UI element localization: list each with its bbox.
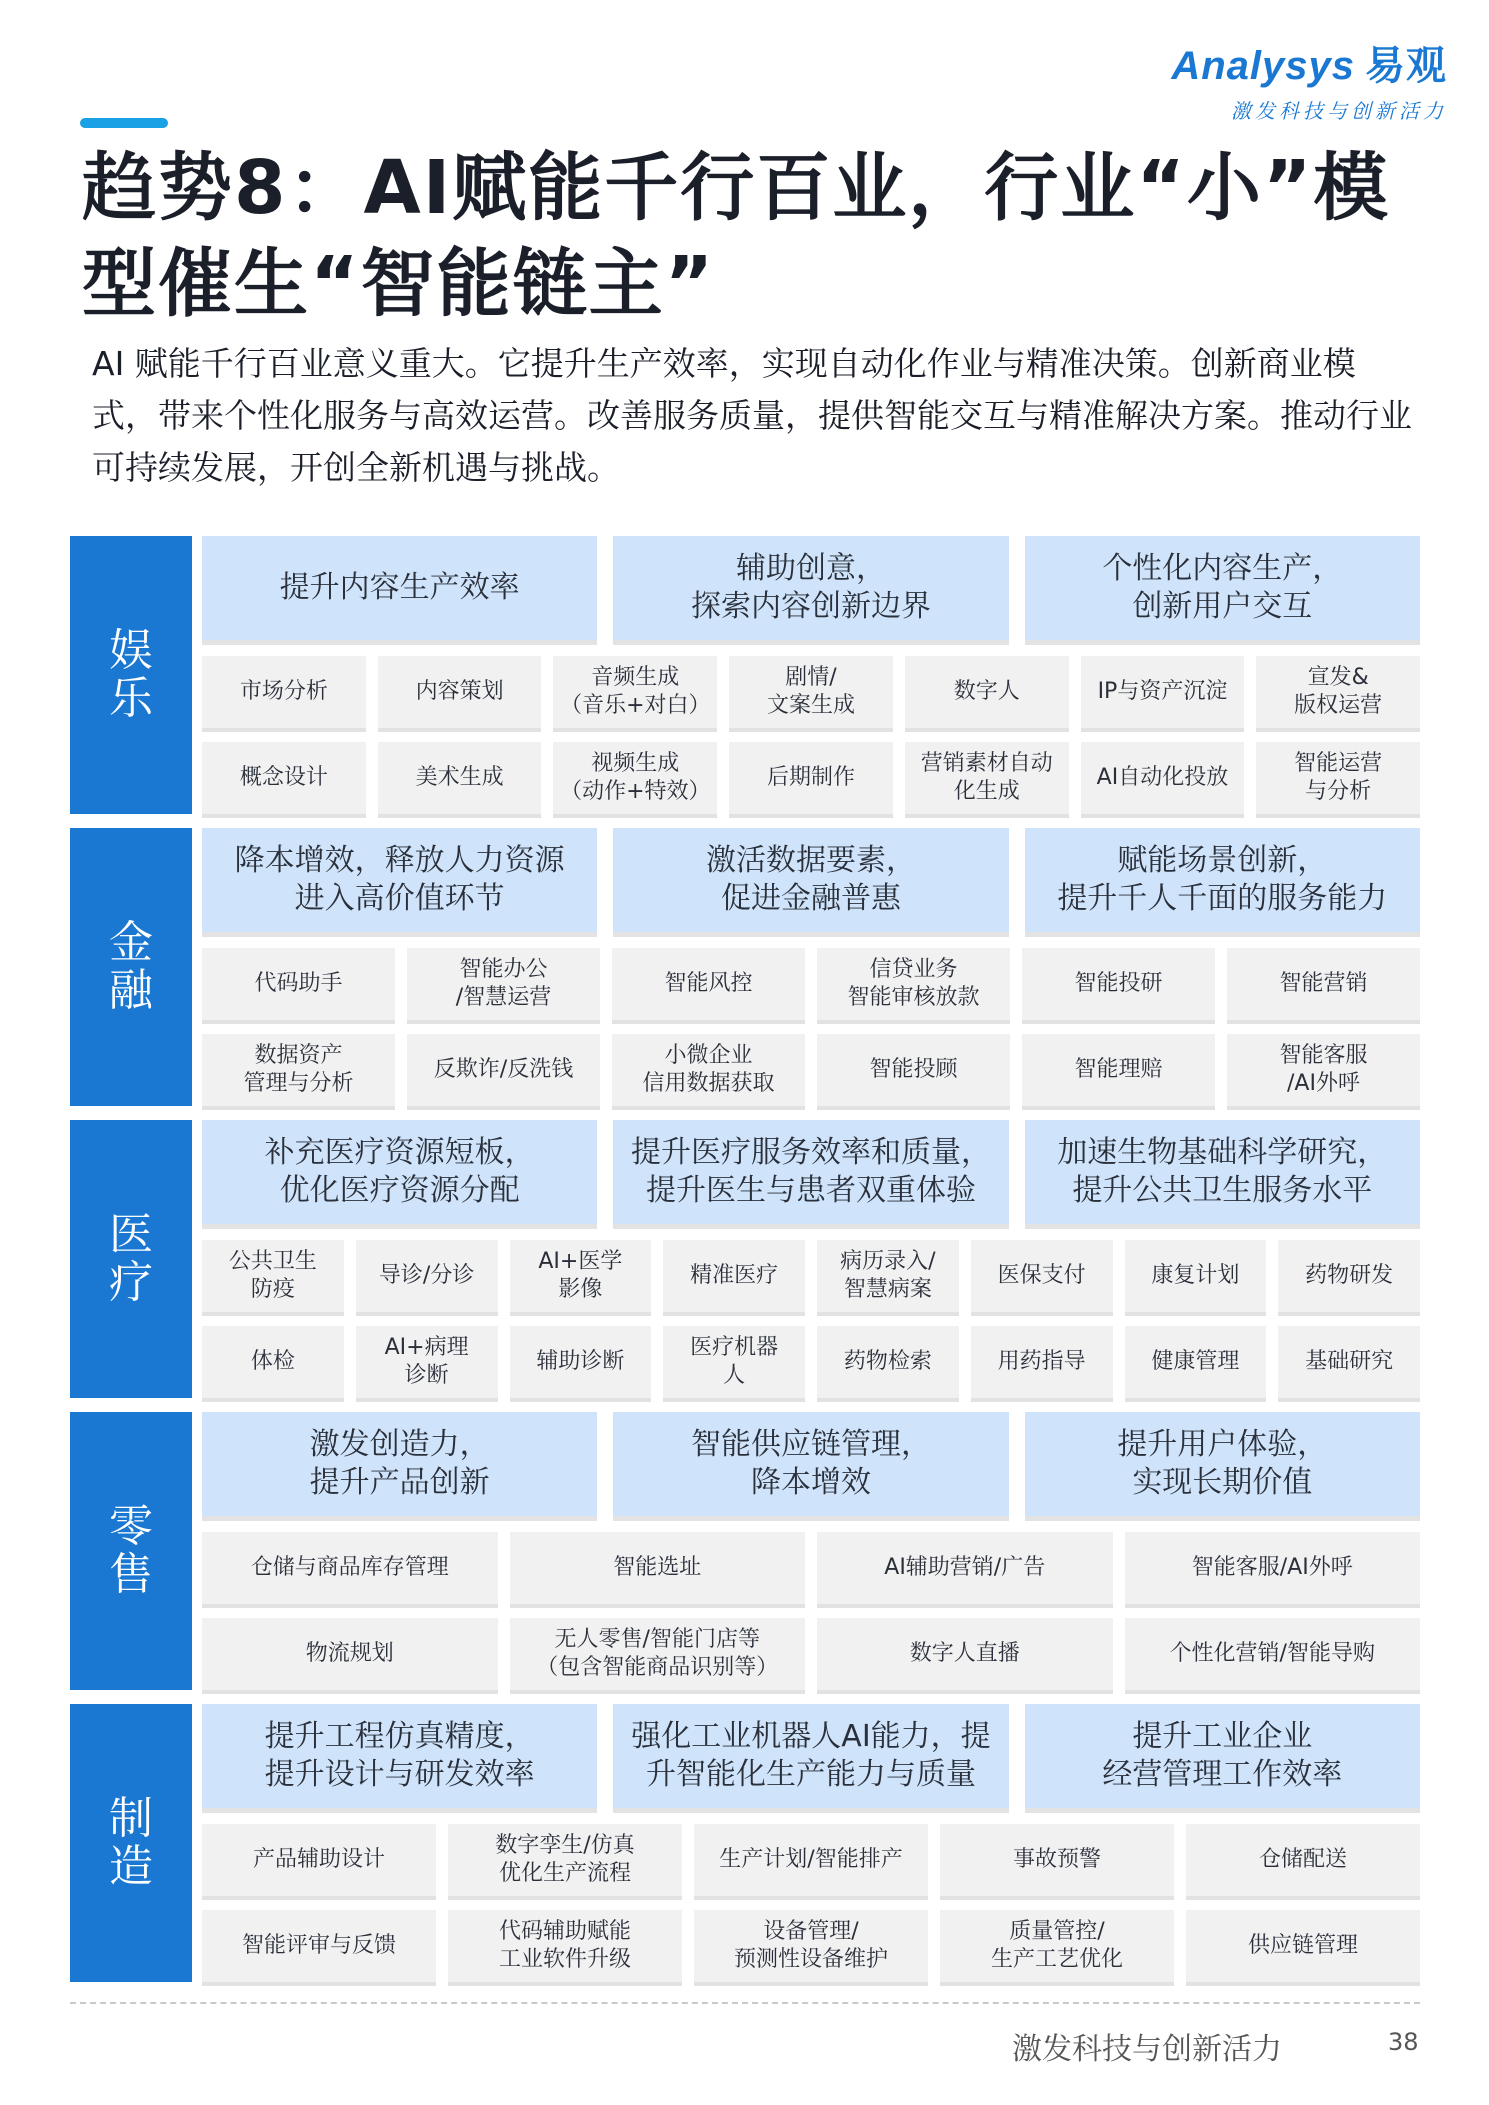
application-item: 智能投顾: [817, 1034, 1010, 1106]
application-item: 数字孪生/仿真 优化生产流程: [448, 1824, 682, 1896]
industry-label-block: [70, 1120, 192, 1398]
application-grid: [202, 1240, 1420, 1398]
application-item: 无人零售/智能门店等 （包含智能商品识别等）: [510, 1618, 806, 1690]
application-row: [202, 1618, 1420, 1690]
application-item: 数字人直播: [817, 1618, 1113, 1690]
application-row: [202, 1240, 1420, 1312]
application-item: 美术生成: [378, 742, 542, 814]
application-item: 智能投研: [1022, 948, 1215, 1020]
industry-label-block: [70, 1412, 192, 1690]
goal-card: 加速生物基础科学研究， 提升公共卫生服务水平: [1025, 1120, 1420, 1224]
goal-card: 提升医疗服务效率和质量， 提升医生与患者双重体验: [613, 1120, 1008, 1224]
application-item: 智能评审与反馈: [202, 1910, 436, 1982]
goal-row: [202, 1120, 1420, 1224]
application-grid: [202, 656, 1420, 814]
application-item: 反欺诈/反洗钱: [407, 1034, 600, 1106]
application-row: [202, 742, 1420, 814]
goal-row: [202, 536, 1420, 640]
application-item: 病历录入/ 智慧病案: [817, 1240, 959, 1312]
application-item: 代码辅助赋能 工业软件升级: [448, 1910, 682, 1982]
application-item: 营销素材自动 化生成: [905, 742, 1069, 814]
application-row: [202, 1326, 1420, 1398]
application-item: 质量管控/ 生产工艺优化: [940, 1910, 1174, 1982]
footer-slogan: 激发科技与创新活力: [1012, 2032, 1282, 2067]
industry-label: 医疗: [109, 1209, 153, 1308]
application-item: 产品辅助设计: [202, 1824, 436, 1896]
industry-label-block: [70, 536, 192, 814]
application-item: 智能客服/AI外呼: [1125, 1532, 1421, 1604]
page-title: 趋势8：AI赋能千行百业，行业“小”模型催生“智能链主”: [82, 145, 1390, 327]
application-item: 生产计划/智能排产: [694, 1824, 928, 1896]
application-item: AI自动化投放: [1081, 742, 1245, 814]
application-item: 健康管理: [1125, 1326, 1267, 1398]
title-accent-bar: [80, 118, 168, 128]
application-item: 医保支付: [971, 1240, 1113, 1312]
goal-card: 智能供应链管理， 降本增效: [613, 1412, 1008, 1516]
goal-card: 个性化内容生产， 创新用户交互: [1025, 536, 1420, 640]
goal-card: 提升内容生产效率: [202, 536, 597, 640]
goal-card: 辅助创意， 探索内容创新边界: [613, 536, 1008, 640]
goal-card: 提升用户体验， 实现长期价值: [1025, 1412, 1420, 1516]
industry-label: 金融: [109, 917, 153, 1016]
application-item: 音频生成 （音乐+对白）: [553, 656, 717, 728]
application-item: 仓储配送: [1186, 1824, 1420, 1896]
application-item: 药物检索: [817, 1326, 959, 1398]
application-item: 信贷业务 智能审核放款: [817, 948, 1010, 1020]
application-item: 公共卫生 防疫: [202, 1240, 344, 1312]
goal-card: 提升工业企业 经营管理工作效率: [1025, 1704, 1420, 1808]
application-item: 事故预警: [940, 1824, 1174, 1896]
application-grid: [202, 1532, 1420, 1690]
application-row: [202, 1824, 1420, 1896]
application-item: 仓储与商品库存管理: [202, 1532, 498, 1604]
goal-row: [202, 1704, 1420, 1808]
application-item: 剧情/ 文案生成: [729, 656, 893, 728]
application-item: AI+医学 影像: [510, 1240, 652, 1312]
application-item: 设备管理/ 预测性设备维护: [694, 1910, 928, 1982]
brand-logo: [1171, 34, 1447, 124]
application-row: [202, 948, 1420, 1020]
application-grid: [202, 1824, 1420, 1982]
logo-slogan: 激发科技与创新活力: [1231, 99, 1447, 123]
goal-row: [202, 828, 1420, 932]
application-item: 智能运营 与分析: [1256, 742, 1420, 814]
application-item: 康复计划: [1125, 1240, 1267, 1312]
application-row: [202, 1034, 1420, 1106]
goal-card: 赋能场景创新， 提升千人千面的服务能力: [1025, 828, 1420, 932]
application-item: 视频生成 （动作+特效）: [553, 742, 717, 814]
industry-section: [70, 1120, 1420, 1398]
industry-label: 零售: [109, 1501, 153, 1600]
application-item: 体检: [202, 1326, 344, 1398]
goal-card: 补充医疗资源短板， 优化医疗资源分配: [202, 1120, 597, 1224]
application-item: 辅助诊断: [510, 1326, 652, 1398]
industry-section: [70, 1704, 1420, 1982]
application-item: 基础研究: [1278, 1326, 1420, 1398]
application-item: 后期制作: [729, 742, 893, 814]
footer-divider: [70, 2002, 1420, 2004]
industry-section: [70, 536, 1420, 814]
goal-card: 提升工程仿真精度， 提升设计与研发效率: [202, 1704, 597, 1808]
application-item: 小微企业 信用数据获取: [612, 1034, 805, 1106]
application-item: 内容策划: [378, 656, 542, 728]
application-row: [202, 1910, 1420, 1982]
application-row: [202, 1532, 1420, 1604]
logo-wordmark: [1171, 34, 1447, 91]
application-item: 宣发& 版权运营: [1256, 656, 1420, 728]
industry-section: [70, 1412, 1420, 1690]
industry-label-block: [70, 1704, 192, 1982]
goal-row: [202, 1412, 1420, 1516]
application-item: 智能理赔: [1022, 1034, 1215, 1106]
application-item: 概念设计: [202, 742, 366, 814]
page-number: 38: [1388, 2028, 1419, 2056]
application-item: 智能客服 /AI外呼: [1227, 1034, 1420, 1106]
application-item: 数字人: [905, 656, 1069, 728]
logo-latin: Analysys: [1171, 44, 1355, 88]
application-item: 用药指导: [971, 1326, 1113, 1398]
application-item: 物流规划: [202, 1618, 498, 1690]
application-item: 精准医疗: [663, 1240, 805, 1312]
application-item: 智能选址: [510, 1532, 806, 1604]
goal-card: 降本增效，释放人力资源 进入高价值环节: [202, 828, 597, 932]
intro-paragraph: AI 赋能千行百业意义重大。它提升生产效率，实现自动化作业与精准决策。创新商业模式，带来个性化服务与高效运营。改善服务质量，提供智能交互与精准解决方案。推动行业可持续发展，开创全新机遇与挑战。: [92, 344, 1412, 487]
application-row: [202, 656, 1420, 728]
goal-card: 激活数据要素， 促进金融普惠: [613, 828, 1008, 932]
application-item: AI辅助营销/广告: [817, 1532, 1113, 1604]
application-grid: [202, 948, 1420, 1106]
application-item: 智能风控: [612, 948, 805, 1020]
application-item: AI+病理 诊断: [356, 1326, 498, 1398]
application-item: 医疗机器 人: [663, 1326, 805, 1398]
application-item: 数据资产 管理与分析: [202, 1034, 395, 1106]
application-item: IP与资产沉淀: [1081, 656, 1245, 728]
industry-label: 娱乐: [109, 625, 153, 724]
goal-card: 激发创造力， 提升产品创新: [202, 1412, 597, 1516]
application-item: 个性化营销/智能导购: [1125, 1618, 1421, 1690]
application-item: 导诊/分诊: [356, 1240, 498, 1312]
application-item: 供应链管理: [1186, 1910, 1420, 1982]
application-item: 代码助手: [202, 948, 395, 1020]
logo-cn: 易观: [1365, 43, 1447, 89]
industry-label: 制造: [109, 1793, 153, 1892]
application-item: 市场分析: [202, 656, 366, 728]
goal-card: 强化工业机器人AI能力，提 升智能化生产能力与质量: [613, 1704, 1008, 1808]
application-item: 智能办公 /智慧运营: [407, 948, 600, 1020]
application-item: 药物研发: [1278, 1240, 1420, 1312]
industry-label-block: [70, 828, 192, 1106]
industry-section: [70, 828, 1420, 1106]
application-item: 智能营销: [1227, 948, 1420, 1020]
